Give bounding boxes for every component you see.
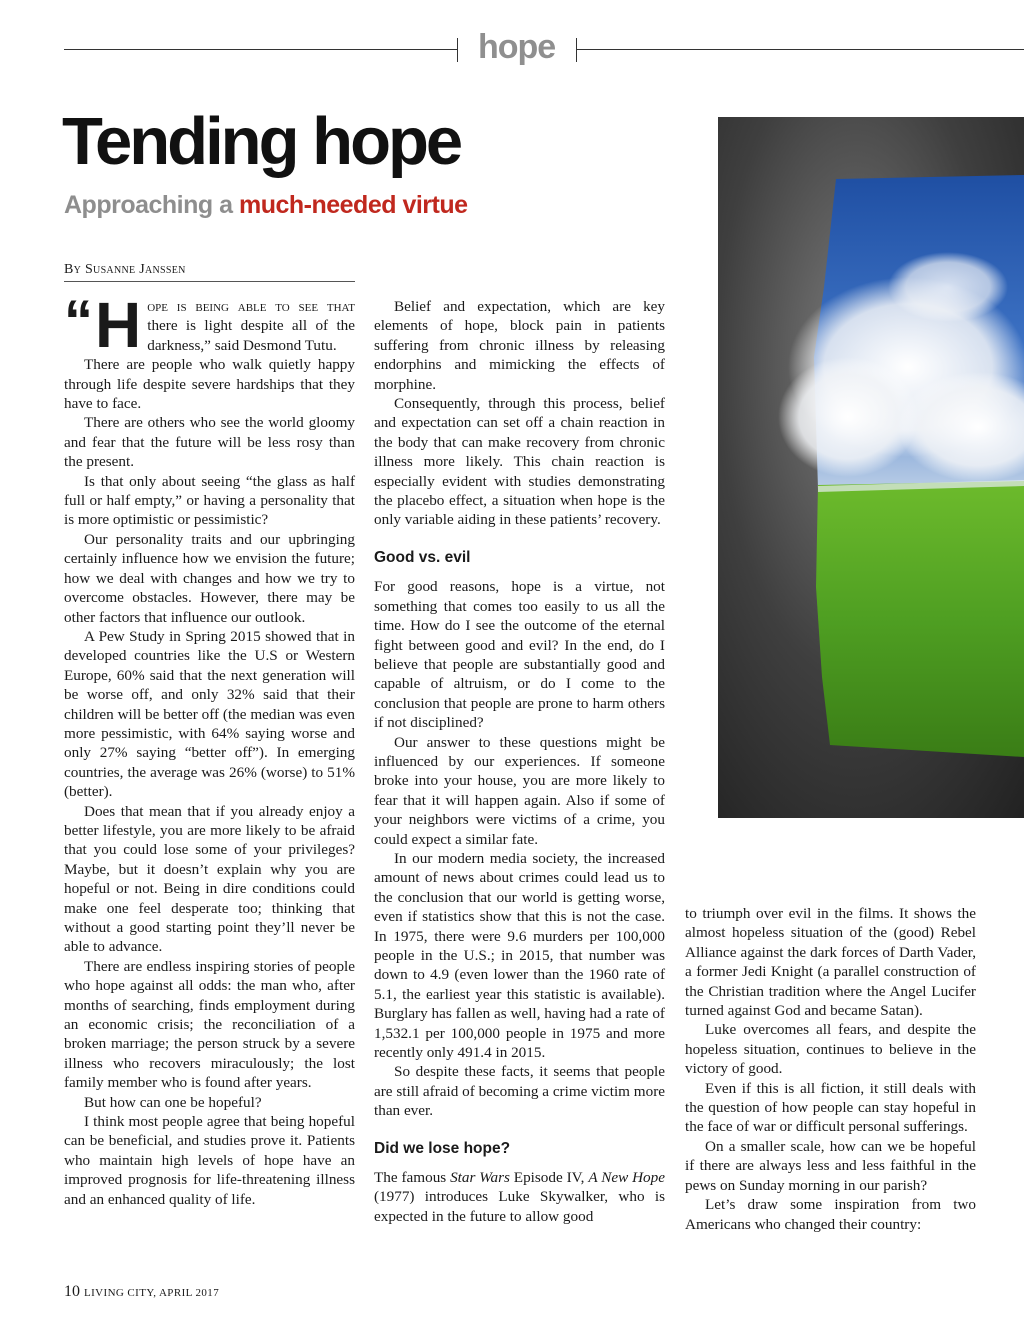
byline: By Susanne Janssen [64,262,355,282]
header-rule-left [64,49,457,50]
header-tick-left [457,38,458,62]
opening-quote: “ [64,289,93,354]
paragraph-star-wars [374,1168,665,1226]
publication-info: LIVING CITY, APRIL 2017 [84,1287,220,1299]
paragraph: A Pew Study in Spring 2015 showed that in developed countries like the U.S or Western Europe, 60% said that the next generation will be worse off, and only 32% said that their children will be better off (the median was even more pessimistic, with 64% saying worse and only 27% saying “better off”). In emerging countries, the average was 26% (worse) to 51% (better). [64,627,355,801]
lead-rest: there is light despite all of the darkness,” said Desmond Tutu. [147,317,355,354]
paragraph: Even if this is all fiction, it still deals with the question of how people can stay hopeful in the face of war or difficult personal sufferings. [685,1079,976,1136]
drop-cap: H [95,289,142,361]
article-title: Tending hope [62,104,461,179]
paragraph: Belief and expectation, which are key elements of hope, block pain in patients suffering from chronic illness by releasing endorphins and mimicking the effects of morphine. [374,298,665,393]
cloud [888,252,1008,322]
painted-grass [816,481,1024,757]
header-rule-right [576,49,1024,50]
italic-title: A New Hope [588,1169,665,1187]
paragraph: In our modern media society, the increased amount of news about crimes could lead us to the conclusion that our world is getting worse, even if statistics show that this is not the case. In 1975, there were 9.6 murders per 100,000 people in the U.S.; in 2015, that number was down to 4.9 (even lower than the 1960 rate of 5.1, the earliest year this statistic is available). Burglary has fallen as well, having had a rate of 1,532.1 per 100,000 people in 1975 and more recently only 491.4 in 2015. [374,849,665,1062]
cloud [778,357,918,477]
paragraph: There are endless inspiring stories of people who hope against all odds: the man who, after months of searching, finds employment during an economic crisis; the reconciliation of a broken marriage; the person struck by a severe illness who recovers miraculously; the lost family member who is found after years. [64,957,355,1092]
paragraph: Let’s draw some inspiration from two Americans who changed their country: [685,1196,976,1233]
hope-illustration [718,117,1024,818]
column-1 [64,289,355,1209]
paragraph: Our personality traits and our upbringing certainly influence how we envision the future; how we deal with changes and how we try to overcome obstacles. However, there may be other factors that influence our outlook. [64,530,355,626]
paragraph: Consequently, through this process, belief and expectation can set off a chain reaction in the body that can make recovery from chronic illness more likely. This chain reaction is especially evident with studies demonstrating the placebo effect, a situation when hope is the only variable aiding in these patients’ recovery. [374,395,665,529]
column-3 [685,904,976,1234]
paragraph: Is that only about seeing “the glass as half full or half empty,” or having a personality that is more optimistic or pessimistic? [64,472,355,529]
subhead-good-vs-evil: Good vs. evil [374,548,471,566]
paragraph: Luke overcomes all fears, and despite the hopeless situation, continues to believe in the victory of good. [685,1021,976,1078]
text-run: The famous [374,1169,451,1187]
subtitle-part-1: Approaching a [64,191,233,219]
paragraph: Does that mean that if you already enjoy a better lifestyle, you are more likely to be afraid that you could lose some of your privileges? Maybe, but it doesn’t explain why you are hopeful or not. Being in dire conditions could make one feel desperate too; thinking that without a good starting point they’ll never be able to advance. [64,802,355,956]
text-run: Episode IV, [509,1169,589,1187]
text-run: (1977) introduces Luke Skywalker, who is expected in the future to allow good [374,1188,665,1225]
article-subtitle [64,191,468,220]
paragraph: There are others who see the world gloomy and fear that the future will be less rosy than the present. [64,414,355,471]
paragraph: Our answer to these questions might be influenced by our experiences. If someone broke into your house, you are more likely to fear that it will happen again. Also if some of your neighbors were victims of a crime, you could expect a similar fate. [374,733,665,848]
page-number: 10 [64,1283,80,1300]
paragraph: to triumph over evil in the films. It shows the almost hopeless situation of the (good) Rebel Alliance against the dark forces of Darth Vader, a former Jedi Knight (a parallel construction of the Christian tradition where the Angel Lucifer turned against God and became Satan). [685,905,976,1020]
lead-smallcaps: ope is being able to see that [147,298,355,315]
subhead-did-we-lose-hope: Did we lose hope? [374,1139,511,1157]
italic-title: Star Wars [450,1169,510,1187]
paragraph: For good reasons, hope is a virtue, not something that comes too easily to us all the time. How do I see the outcome of the eternal fight between good and evil? In the end, do I believe that people are substantially good and capable of altruism, or do I come to the conclusion that people are prone to harm others if not disciplined? [374,578,665,732]
paragraph: So despite these facts, it seems that people are still afraid of becoming a crime victim more than ever. [374,1063,665,1120]
header-tick-right [576,38,577,62]
section-label: hope [478,28,556,66]
subtitle-part-2: much-needed virtue [238,191,468,219]
column-2 [374,297,665,1226]
paragraph: On a smaller scale, how can we be hopeful if there are always less and less faithful in the pews on Sunday morning in our parish? [685,1137,976,1194]
lead-paragraph [64,289,355,361]
paragraph: I think most people agree that being hopeful can be beneficial, and studies prove it. Patients who maintain high levels of hope have an improved prognosis for life-threatening illness and an enhanced quality of life. [64,1113,355,1208]
page-footer [64,1283,219,1301]
paragraph: But how can one be hopeful? [84,1093,262,1111]
paragraph: There are people who walk quietly happy through life despite severe hardships that they have to face. [64,356,355,413]
